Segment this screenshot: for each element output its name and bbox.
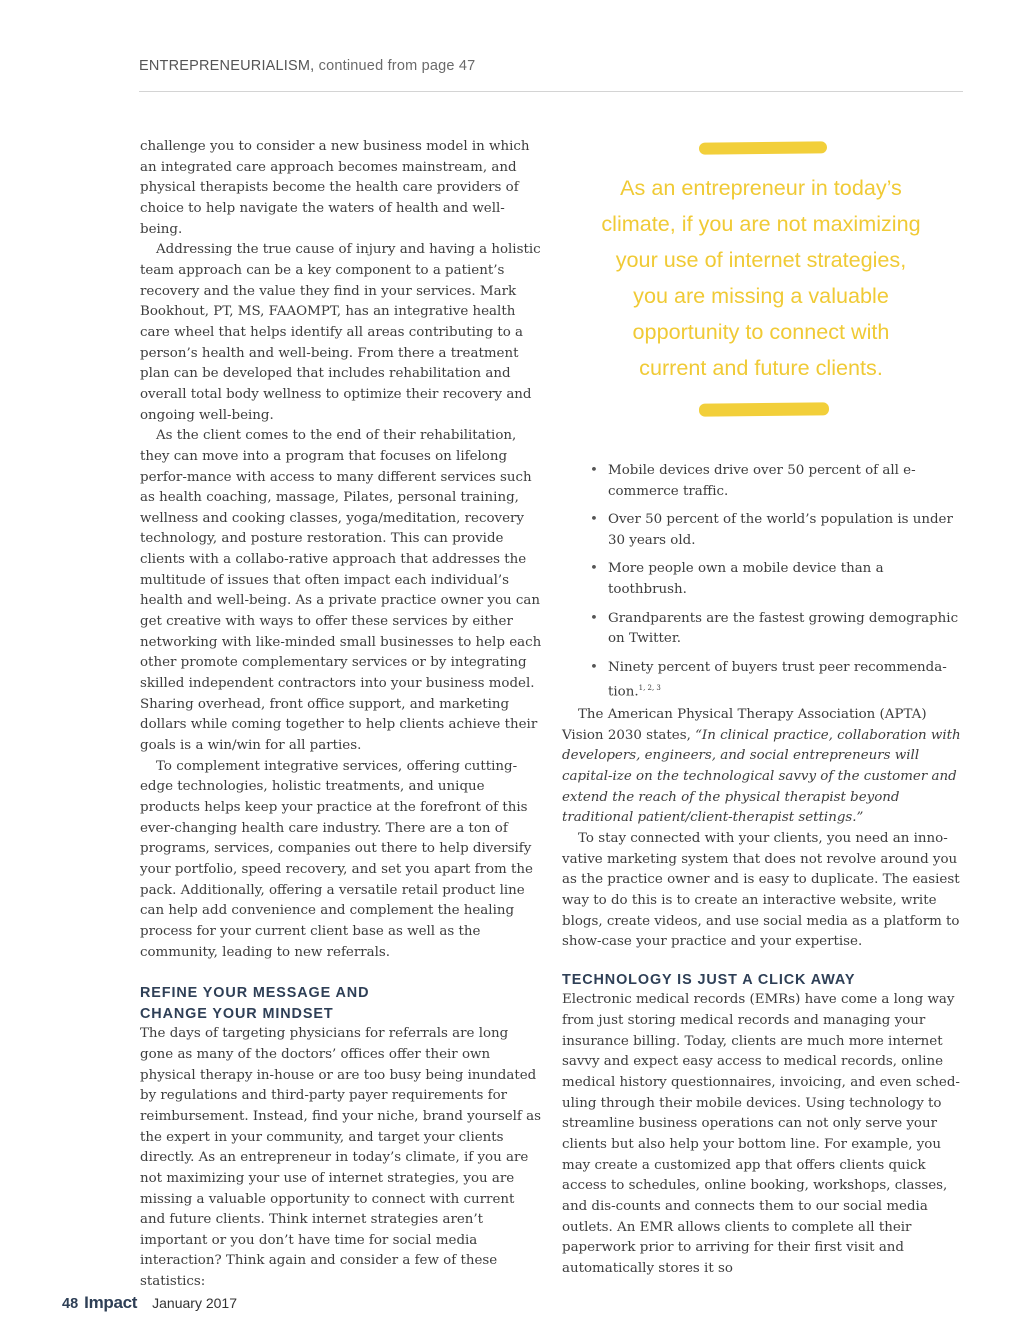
- list-item: [590, 461, 962, 502]
- bullet-text: Ninety percent of buyers trust peer recommenda-tion.: [608, 659, 947, 700]
- highlight-brush-top: [699, 141, 827, 154]
- header-continued: continued from page 47: [314, 58, 476, 74]
- apta-quote: “In clinical practice, collaboration with developers, engineers, and social entrepreneurs will capital-ize on the technological savvy of the customer and extend the reach of the physical therapist beyond traditional patient/client-therapist settings.”: [562, 727, 961, 826]
- bullet-icon: •: [590, 463, 598, 478]
- list-item: [590, 658, 962, 704]
- bullet-text: More people own a mobile device than a toothbrush.: [608, 561, 884, 597]
- left-paragraph-4: To complement integrative services, offering cutting-edge technologies, holistic treatments, and unique products helps keep your practice at the forefront of this ever-changing health care industry. There are a ton of programs, services, companies out there to help diversify your portfolio, speed recovery, and set you apart from the pack. Additionally, offering a versatile retail product line can help add convenience and complement the healing process for your current client base as well as the community, leading to new referrals.: [140, 758, 533, 960]
- list-item: [590, 609, 962, 650]
- citation-superscript: 1, 2, 3: [638, 684, 661, 693]
- header-section: ENTREPRENEURIALISM,: [139, 58, 315, 74]
- bullet-text: Grandparents are the fastest growing demographic on Twitter.: [608, 610, 959, 647]
- bullet-icon: •: [590, 610, 598, 626]
- left-paragraph-2: Addressing the true cause of injury and having a holistic team approach can be a key component to a patient’s recovery and the value they find in your services. Mark Bookhout, PT, MS, FAAOMPT, has an integrative health care wheel that helps identify all areas contributing to a person’s health and well-being. From there a treatment plan can be developed that includes rehabilitation and overall total body wellness to optimize their recovery and ongoing well-being.: [140, 242, 541, 423]
- heading-refine-line-2: CHANGE YOUR MINDSET: [140, 1005, 334, 1022]
- list-item: [590, 510, 962, 551]
- pull-quote-line: As an entrepreneur in today’s: [620, 175, 902, 200]
- page-number: 48: [62, 1296, 79, 1312]
- running-header: [139, 58, 475, 74]
- pull-quote-line: climate, if you are not maximizing: [601, 211, 921, 236]
- heading-technology-text: TECHNOLOGY IS JUST A CLICK AWAY: [562, 971, 856, 988]
- pull-quote-line: current and future clients.: [639, 355, 883, 380]
- left-paragraph-3: As the client comes to the end of their rehabilitation, they can move into a program that focuses on lifelong perfor-mance with access to many different services such as health coaching, massage, Pilates, personal training, wellness and cooking classes, yoga/meditation, recovery technology, and posture restoration. This can provide clients with a collabo-rative approach that addresses the multitude of issues that often impact each individual’s health and well-being. As a private practice owner you can get creative with ways to offer these services by either networking with like-minded small businesses to help each other promote complementary services or by integrating skilled independent contractors into your business model. Sharing overhead, front office support, and marketing dollars while coming together to help clients achieve their goals is a win/win for all parties.: [140, 428, 542, 754]
- apta-intro: The American Physical Therapy Association (APTA) Vision 2030 states,: [562, 707, 927, 743]
- bullet-icon: •: [590, 659, 598, 675]
- left-column: [140, 137, 543, 1293]
- bullet-icon: •: [590, 512, 598, 528]
- magazine-logo: Impact: [84, 1293, 138, 1312]
- left-paragraph-5: The days of targeting physicians for referrals are long gone as many of the doctors’ offices offer their own physical therapy in-house or are too busy being inundated by regulations and third-party payer requirements for reimbursement. Instead, find your niche, brand yourself as the expert in your community, and target your clients directly. As an entrepreneur in today’s climate, if you are not maximizing your use of internet strategies, you are missing a valuable opportunity to connect with current and future clients. Think internet strategies aren’t important or you don’t have time for social media interaction? Think again and consider a few of these statistics:: [140, 1026, 541, 1290]
- heading-technology: [562, 970, 963, 991]
- statistics-list: [590, 461, 962, 711]
- bullet-text: Mobile devices drive over 50 percent of all e-commerce traffic.: [608, 463, 916, 499]
- heading-refine-message: [140, 983, 543, 1024]
- pull-quote: [585, 170, 937, 386]
- technology-paragraph: Electronic medical records (EMRs) have come a long way from just storing medical records and managing your insurance billing. Today, clients are much more internet savvy and expect easy access to medical records, online medical history questionnaires, invoicing, and even sched-uling through their mobile devices. Using technology to streamline business operations can not only serve your clients but also help your bottom line. For example, you may create a customized app that offers clients quick access to schedules, online booking, workshops, classes, and dis-counts and connects them to our social media outlets. An EMR allows clients to complete all their paperwork prior to arriving for their first visit and automatically stores it so: [562, 992, 960, 1276]
- right-column: [562, 705, 963, 1280]
- stay-connected-paragraph: To stay connected with your clients, you need an inno-vative marketing system that does not revolve around you as the practice owner and is easy to duplicate. The easiest way to do this is to create an interactive website, write blogs, create videos, and use social media as a platform to show-case your practice and your expertise.: [562, 830, 960, 950]
- header-rule: [139, 91, 963, 92]
- bullet-text: Over 50 percent of the world’s population is under 30 years old.: [608, 512, 953, 548]
- left-paragraph-1: challenge you to consider a new business model in which an integrated care approach becomes mainstream, and physical therapists become the health care providers of choice to help navigate the waters of health and well-being.: [140, 139, 530, 237]
- pull-quote-line: your use of internet strategies,: [615, 247, 907, 272]
- highlight-brush-bottom: [699, 402, 829, 416]
- list-item: [590, 559, 962, 600]
- pull-quote-line: opportunity to connect with: [632, 319, 890, 344]
- issue-date: January 2017: [152, 1295, 237, 1311]
- bullet-icon: •: [590, 561, 598, 577]
- pull-quote-line: you are missing a valuable: [633, 283, 889, 308]
- apta-paragraph: [562, 705, 963, 829]
- page-footer: [62, 1293, 237, 1313]
- heading-refine-line-1: REFINE YOUR MESSAGE AND: [140, 985, 370, 1002]
